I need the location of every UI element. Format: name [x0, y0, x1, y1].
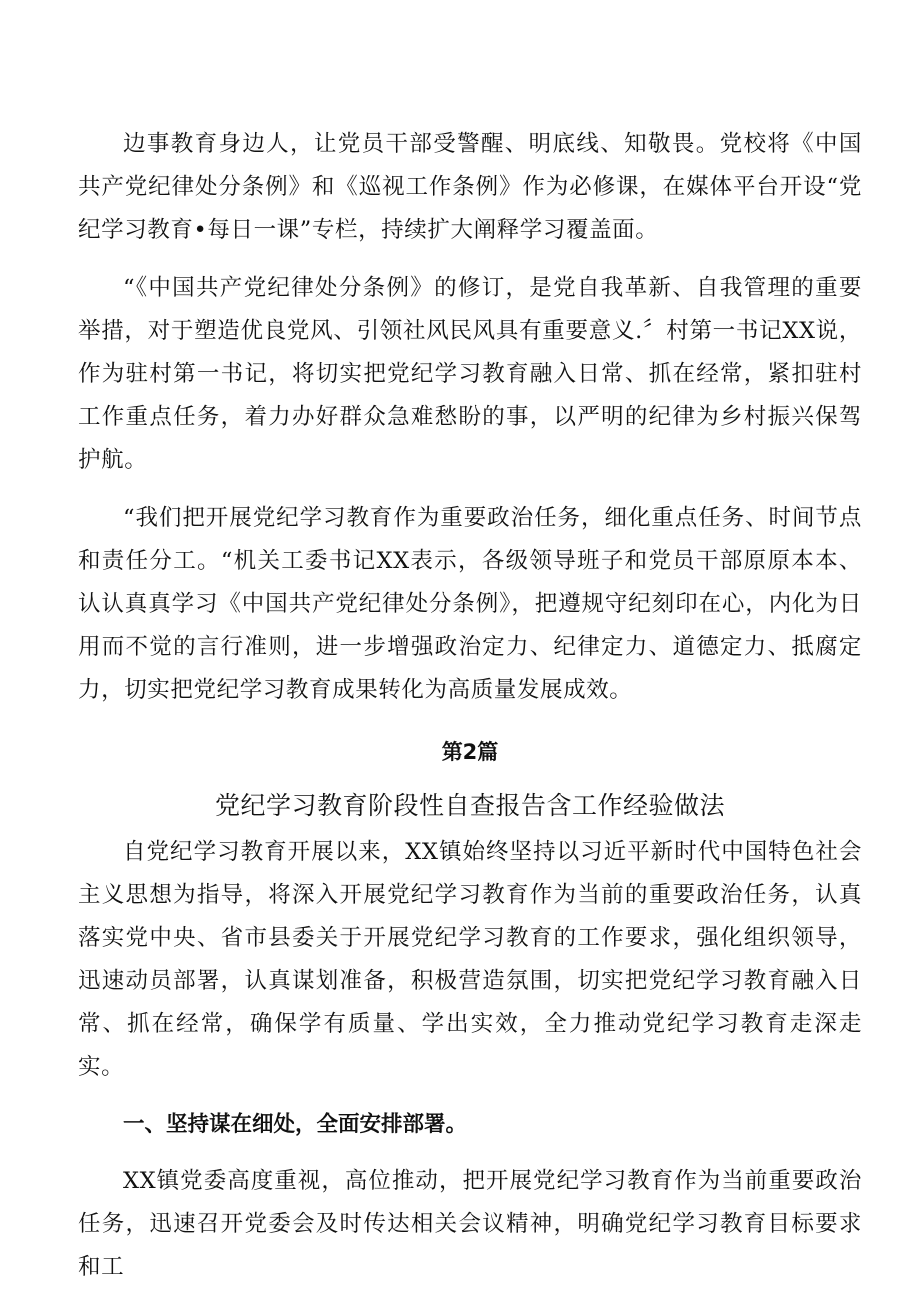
- body-paragraph: “《中国共产党纪律处分条例》的修订，是党自我革新、自我管理的重要举措，对于塑造优良党风、引领社风民风具有重要意义.〞村第一书记XX说，作为驻村第一书记，将切实把党纪学习教育融入日常、抓在经常，紧扣驻村工作重点任务，着力办好群众急难愁盼的事，以严明的纪律为乡村振兴保驾护航。: [78, 275, 862, 473]
- section-heading: 一、坚持谋在细处，全面安排部署。: [123, 1112, 468, 1137]
- body-paragraph: 边事教育身边人，让党员干部受警醒、明底线、知敬畏。党校将《中国共产党纪律处分条例》和《巡视工作条例》作为必修课，在媒体平台开设“党纪学习教育•每日一课”专栏，持续扩大阐释学习覆盖面。: [78, 131, 862, 243]
- body-paragraph: XX镇党委高度重视，高位推动，把开展党纪学习教育作为当前重要政治任务，迅速召开党委会及时传达相关会议精神，明确党纪学习教育目标要求和工: [78, 1168, 862, 1280]
- intro-paragraph: 自党纪学习教育开展以来，XX镇始终坚持以习近平新时代中国特色社会主义思想为指导，将深入开展党纪学习教育作为当前的重要政治任务，认真落实党中央、省市县委关于开展党纪学习教育的工作要求，强化组织领导，迅速动员部署，认真谋划准备，积极营造氛围，切实把党纪学习教育融入日常、抓在经常，确保学有质量、学出实效，全力推动党纪学习教育走深走实。: [78, 839, 862, 1080]
- body-paragraph: “我们把开展党纪学习教育作为重要政治任务，细化重点任务、时间节点和责任分工。“机关工委书记XX表示，各级领导班子和党员干部原原本本、认认真真学习《中国共产党纪律处分条例》，把遵规守纪刻印在心，内化为日用而不觉的言行准则，进一步增强政治定力、纪律定力、道德定力、抵腐定力，切实把党纪学习教育成果转化为高质量发展成效。: [78, 505, 862, 703]
- document-page: [78, 123, 862, 1289]
- section-number: 第2篇: [441, 740, 499, 764]
- document-title: 党纪学习教育阶段性自查报告含工作经验做法: [214, 791, 725, 820]
